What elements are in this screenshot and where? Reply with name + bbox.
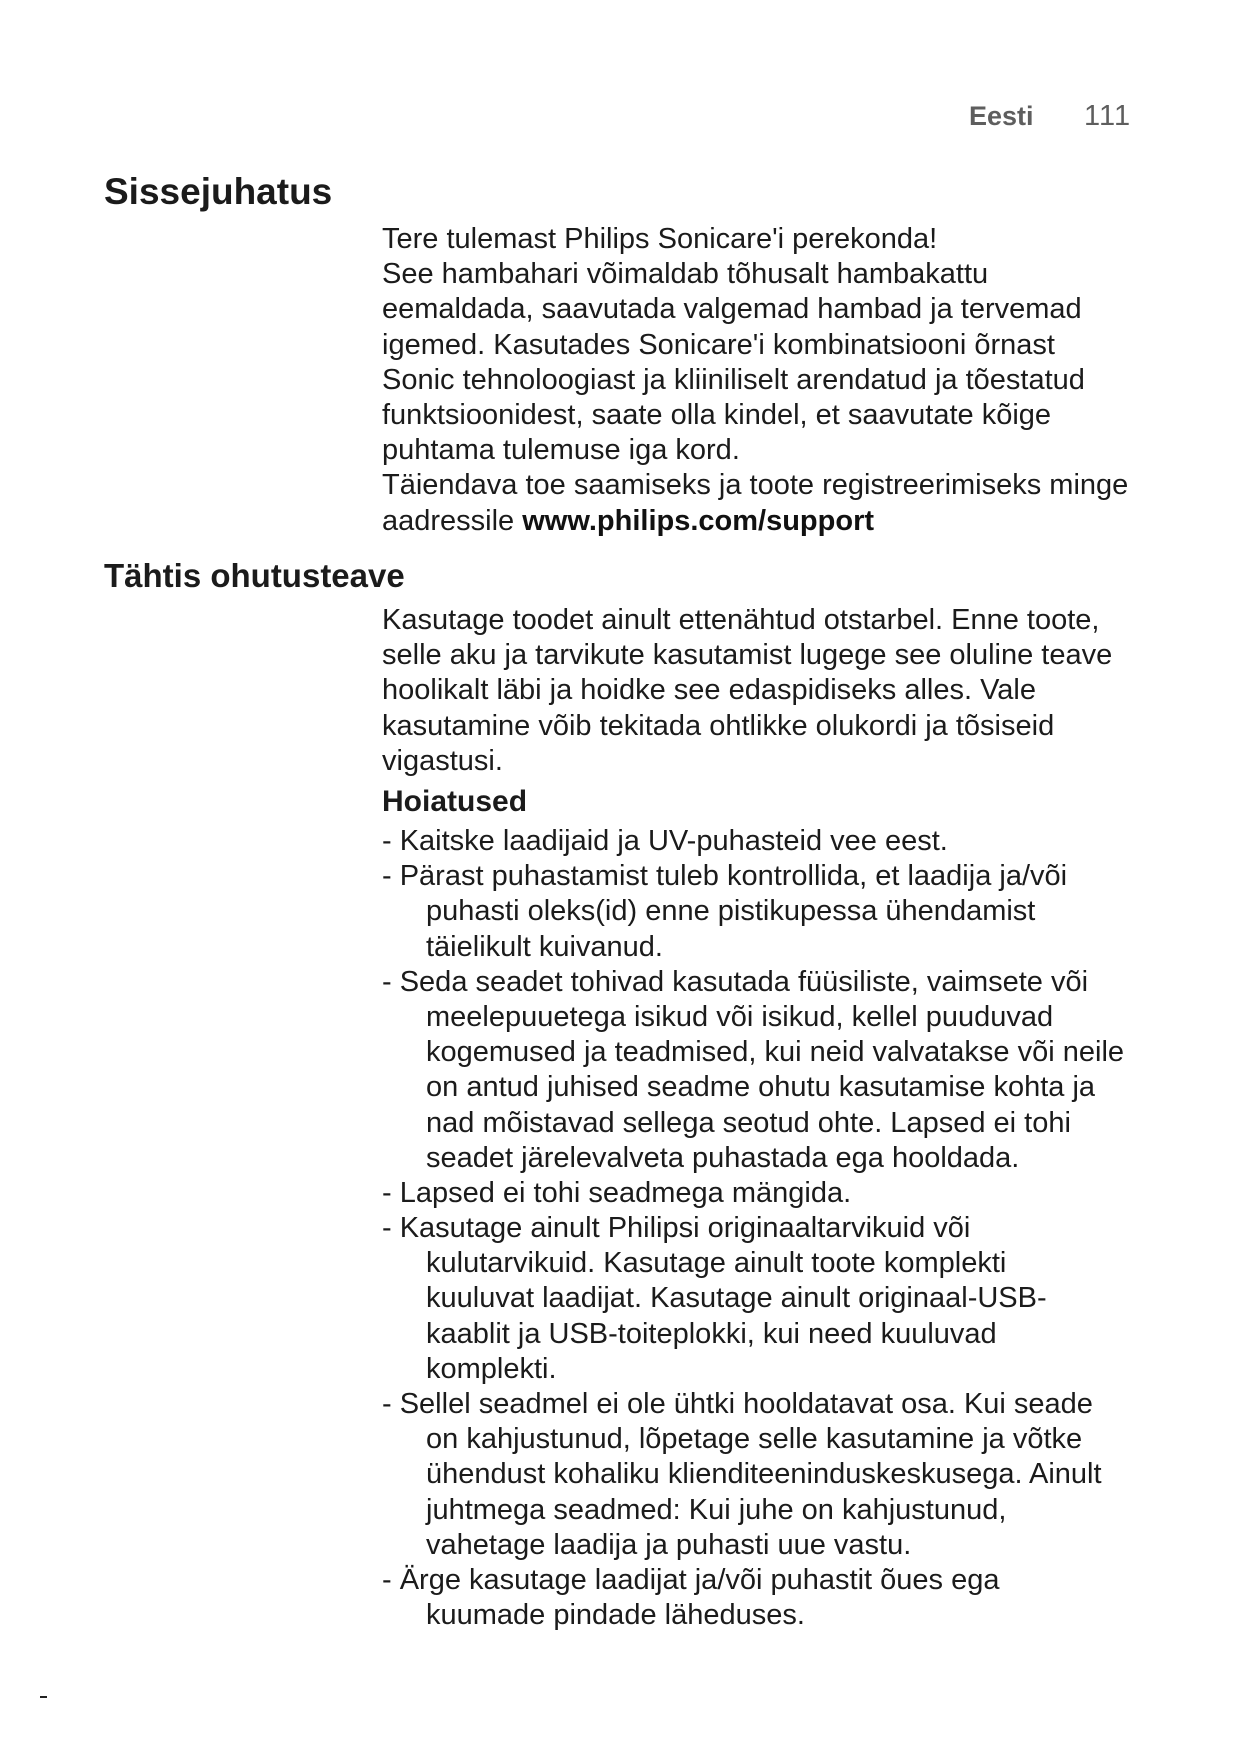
support-link[interactable]: www.philips.com/support — [522, 504, 875, 537]
intro-line-support — [382, 504, 1128, 539]
warning-item — [382, 824, 1124, 859]
warning-line: meelepuuetega isikud või isikud, kellel puuduvad — [426, 1000, 1054, 1033]
support-link-prefix: aadressile — [382, 504, 523, 537]
warning-line: kulutarvikuid. Kasutage ainult toote komplekti — [426, 1247, 1007, 1280]
safety-line: kasutamine võib tekitada ohtlikke olukordi ja tõsiseid — [382, 709, 1055, 742]
warning-line: seadet järelevalveta puhastada ega hooldada. — [426, 1141, 1020, 1174]
warning-line: - Pärast puhastamist tuleb kontrollida, et laadija ja/või — [382, 860, 1068, 893]
warning-item — [382, 1211, 1124, 1387]
warning-item — [382, 1387, 1124, 1563]
warning-line: - Kaitske laadijaid ja UV-puhasteid vee eest. — [382, 825, 948, 857]
warning-line: on kahjustunud, lõpetage selle kasutamine ja võtke — [426, 1423, 1083, 1456]
warning-line: kuuluvat laadijat. Kasutage ainult originaal-USB- — [426, 1282, 1047, 1315]
page-number: 111 — [1084, 100, 1132, 132]
warning-line: komplekti. — [426, 1352, 557, 1385]
warnings-list — [382, 824, 1124, 1633]
intro-paragraph — [382, 222, 1128, 539]
warning-line: on antud juhised seadme ohutu kasutamise kohta ja — [426, 1071, 1096, 1104]
warning-line: - Sellel seadmel ei ole ühtki hooldatavat osa. Kui seade — [382, 1388, 1093, 1420]
warning-item — [382, 1176, 1124, 1211]
warning-line: kuumade pindade läheduses. — [426, 1599, 805, 1632]
intro-line: funktsioonidest, saate olla kindel, et saavutate kõige — [382, 398, 1052, 431]
warning-line: täielikult kuivanud. — [426, 930, 663, 963]
warning-item — [382, 859, 1124, 965]
warning-line: nad mõistavad sellega seotud ohte. Lapsed ei tohi — [426, 1106, 1071, 1139]
warning-line: - Ärge kasutage laadijat ja/või puhastit õues ega — [382, 1563, 1000, 1596]
warning-line: - Kasutage ainult Philipsi originaaltarvikuid või — [382, 1212, 971, 1245]
warning-line: - Seda seadet tohivad kasutada füüsiliste, vaimsete või — [382, 965, 1089, 998]
safety-heading: Tähtis ohutusteave — [104, 557, 405, 594]
warning-item — [382, 965, 1124, 1176]
warning-item — [382, 1563, 1124, 1633]
intro-line: igemed. Kasutades Sonicare'i kombinatsiooni õrnast — [382, 328, 1055, 361]
warning-line: kogemused ja teadmised, kui neid valvatakse või neile — [426, 1036, 1125, 1069]
intro-heading: Sissejuhatus — [104, 171, 333, 212]
safety-line: Kasutage toodet ainult ettenähtud otstarbel. Enne toote, — [382, 604, 1100, 636]
safety-line: hoolikalt läbi ja hoidke see edaspidiseks alles. Vale — [382, 674, 1036, 707]
header-language: Eesti — [969, 101, 1034, 131]
intro-line: eemaldada, saavutada valgemad hambad ja tervemad — [382, 293, 1082, 326]
warning-line: puhasti oleks(id) enne pistikupessa ühendamist — [426, 895, 1036, 928]
warning-line: vahetage laadija ja puhasti uue vastu. — [426, 1528, 912, 1561]
warning-line: kaablit ja USB-toiteplokki, kui need kuuluvad — [426, 1317, 997, 1350]
intro-line: Sonic tehnoloogiast ja kliiniliselt arendatud ja tõestatud — [382, 363, 1085, 396]
intro-line: puhtama tulemuse iga kord. — [382, 434, 740, 467]
intro-line: See hambahari võimaldab tõhusalt hambakattu — [382, 258, 989, 291]
crop-mark — [40, 1696, 47, 1698]
warning-line: juhtmega seadmed: Kui juhe on kahjustunud, — [426, 1493, 1007, 1526]
intro-line: Tere tulemast Philips Sonicare'i perekonda! — [382, 223, 938, 255]
warning-line: ühendust kohaliku klienditeeninduskeskusega. Ainult — [426, 1458, 1102, 1491]
warnings-heading: Hoiatused — [382, 785, 528, 818]
page-header — [0, 98, 1241, 134]
warning-line: - Lapsed ei tohi seadmega mängida. — [382, 1176, 852, 1209]
safety-line: vigastusi. — [382, 744, 503, 777]
intro-line: Täiendava toe saamiseks ja toote registreerimiseks minge — [382, 469, 1129, 502]
safety-line: selle aku ja tarvikute kasutamist lugege see oluline teave — [382, 639, 1113, 672]
safety-paragraph — [382, 603, 1112, 779]
